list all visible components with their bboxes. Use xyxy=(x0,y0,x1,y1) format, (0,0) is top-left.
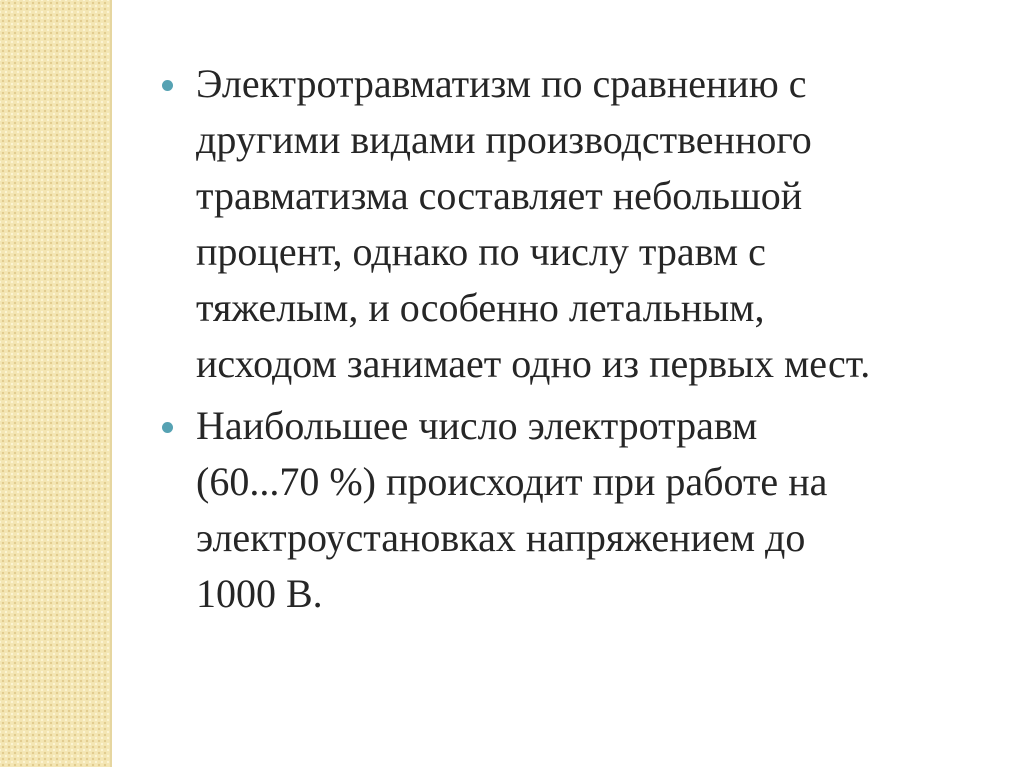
bullet-1-line-5: тяжелым, и особенно летальным, xyxy=(196,285,765,330)
bullet-item-2 xyxy=(158,398,978,622)
bullet-dot-icon xyxy=(162,80,173,91)
bullet-2-line-4: 1000 В. xyxy=(196,571,323,616)
bullet-2-line-3: электроустановках напряжением до xyxy=(196,515,806,560)
bullet-text-1 xyxy=(196,56,978,392)
bullet-item-1 xyxy=(158,56,978,392)
bullet-2-line-2: (60...70 %) происходит при работе на xyxy=(196,459,828,504)
bullet-1-line-3: травматизма составляет небольшой xyxy=(196,173,803,218)
bullet-list xyxy=(158,56,978,628)
bullet-2-line-1: Наибольшее число электротравм xyxy=(196,403,758,448)
bullet-1-line-6: исходом занимает одно из первых мест. xyxy=(196,341,871,386)
bullet-dot-icon xyxy=(162,422,173,433)
bullet-text-2 xyxy=(196,398,978,622)
bullet-1-line-4: процент, однако по числу травм с xyxy=(196,229,766,274)
decorative-side-strip xyxy=(0,0,110,767)
side-strip-edge xyxy=(110,0,112,767)
bullet-1-line-1: Электротравматизм по сравнению с xyxy=(196,61,807,106)
bullet-1-line-2: другими видами производственного xyxy=(196,117,812,162)
